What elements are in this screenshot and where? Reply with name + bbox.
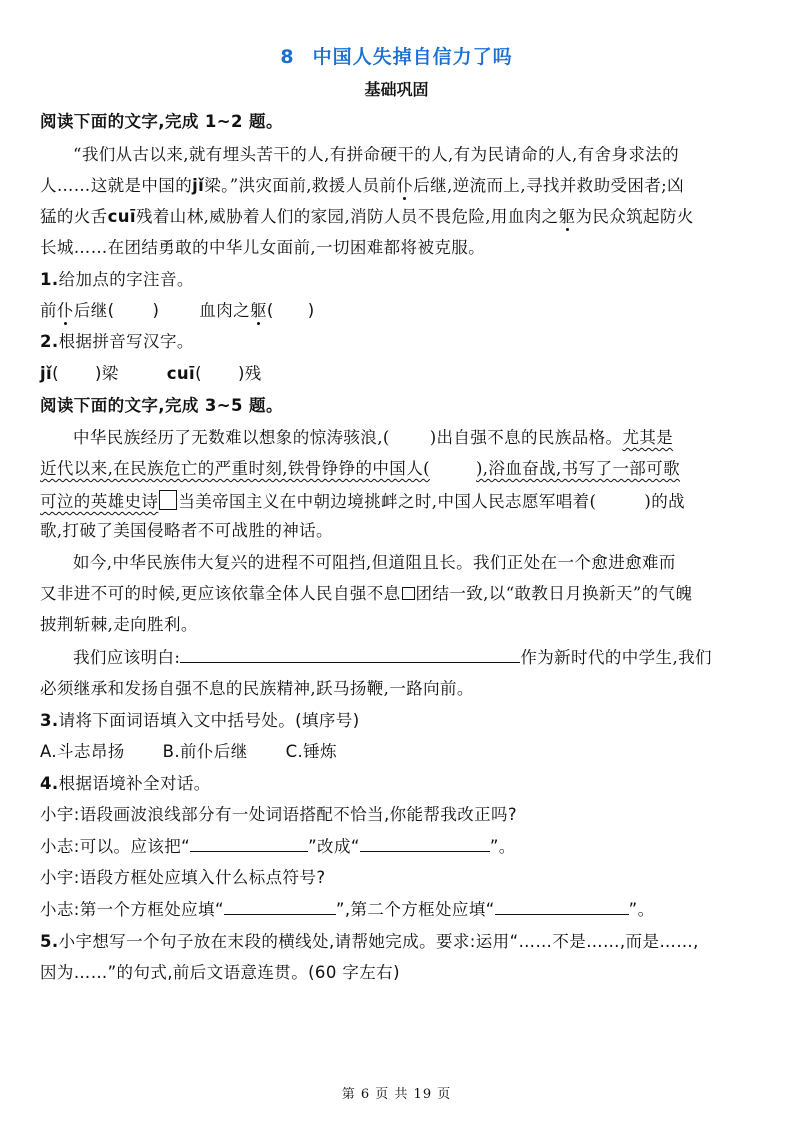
page-title bbox=[0, 42, 793, 69]
answer-line-q4b[interactable] bbox=[360, 837, 490, 852]
pinyin-cui: cuī bbox=[107, 207, 136, 226]
pinyin-ji: jǐ bbox=[192, 176, 205, 195]
page-footer: 第 6 页 共 19 页 bbox=[341, 1087, 452, 1102]
question-3-options bbox=[40, 742, 755, 762]
dialogue-2: 小志:可以。应该把“ ”改成“ ”。 bbox=[40, 837, 516, 856]
dialogue-4: 小志:第一个方框处应填“ ”,第二个方框处应填“ ”。 bbox=[40, 900, 655, 919]
passage1-line2: 人……这就是中国的jǐ梁。”洪灾面前,救援人员前仆后继,逆流而上,寻找并救助受困者;凶 bbox=[40, 176, 685, 195]
passage2-line4: 歌,打破了美国侵略者不可战胜的神话。 bbox=[40, 521, 333, 540]
option-b: B.前仆后继 bbox=[162, 742, 248, 761]
passage2-line5: 如今,中华民族伟大复兴的进程不可阻挡,但道阻且长。我们正处在一个愈进愈难而 bbox=[73, 553, 676, 572]
passage2-line8: 我们应该明白: 作为新时代的中学生,我们 bbox=[73, 648, 712, 667]
section-subtitle: 基础巩固 bbox=[364, 80, 429, 99]
punct-box-2[interactable] bbox=[402, 587, 415, 600]
passage1-line4: 长城……在团结勇敢的中华儿女面前,一切困难都将被克服。 bbox=[40, 238, 486, 257]
passage2-line3: 可泣的英雄史诗 当美帝国主义在中朝边境挑衅之时,中国人民志愿军唱着( )的战 bbox=[40, 492, 686, 511]
passage2-line9: 必须继承和发扬自强不息的民族精神,跃马扬鞭,一路向前。 bbox=[40, 679, 474, 698]
passage2-line1: 中华民族经历了无数难以想象的惊涛骇浪,( )出自强不息的民族品格。尤其是 bbox=[73, 428, 674, 447]
passage2-line2: 近代以来,在民族危亡的严重时刻,铁骨铮铮的中国人( ),浴血奋战,书写了一部可歌 bbox=[40, 459, 680, 478]
dotted-char-pu: 仆 bbox=[396, 176, 414, 195]
question-4: 4.根据语境补全对话。 bbox=[40, 774, 211, 793]
question-2: 2.根据拼音写汉字。 bbox=[40, 332, 194, 351]
passage1-line1: “我们从古以来,就有埋头苦干的人,有拼命硬干的人,有为民请命的人,有舍身求法的 bbox=[73, 145, 680, 164]
lesson-title: 中国人失掉自信力了吗 bbox=[312, 46, 513, 68]
passage2-line7: 披荆斩棘,走向胜利。 bbox=[40, 615, 198, 634]
punct-box-1[interactable] bbox=[159, 490, 177, 510]
section1-intro: 阅读下面的文字,完成 1~2 题。 bbox=[40, 112, 283, 131]
dialogue-3: 小宇:语段方框处应填入什么标点符号? bbox=[40, 868, 326, 887]
answer-line-q4d[interactable] bbox=[495, 900, 629, 915]
passage2-line6: 又非进不可的时候,更应该依靠全体人民自强不息 团结一致,以“敢教日月换新天”的气魄 bbox=[40, 584, 693, 603]
dialogue-1: 小宇:语段画波浪线部分有一处词语搭配不恰当,你能帮我改正吗? bbox=[40, 805, 518, 824]
option-a: A.斗志昂扬 bbox=[40, 742, 125, 761]
answer-line-q4a[interactable] bbox=[190, 837, 308, 852]
dotted-char-qu: 躯 bbox=[558, 207, 576, 226]
question-5-line2: 因为……”的句式,前后文语意连贯。(60 字左右) bbox=[40, 963, 400, 982]
answer-line-q4c[interactable] bbox=[224, 900, 336, 915]
option-c: C.锤炼 bbox=[285, 742, 337, 761]
question-1: 1.给加点的字注音。 bbox=[40, 270, 194, 289]
lesson-number: 8 bbox=[280, 46, 295, 68]
question-2-items: jǐ( )梁 cuī( )残 bbox=[40, 364, 262, 383]
question-1-items: 前仆后继( ) 血肉之躯( ) bbox=[40, 301, 315, 320]
section2-intro: 阅读下面的文字,完成 3~5 题。 bbox=[40, 396, 283, 415]
passage1-line3: 猛的火舌cuī残着山林,威胁着人们的家园,消防人员不畏危险,用血肉之躯为民众筑起防火 bbox=[40, 207, 694, 226]
question-5-line1: 5.小宇想写一个句子放在末段的横线处,请帮她完成。要求:运用“……不是……,而是……, bbox=[40, 932, 699, 951]
answer-line-q5[interactable] bbox=[180, 648, 520, 663]
question-3: 3.请将下面词语填入文中括号处。(填序号) bbox=[40, 711, 360, 730]
